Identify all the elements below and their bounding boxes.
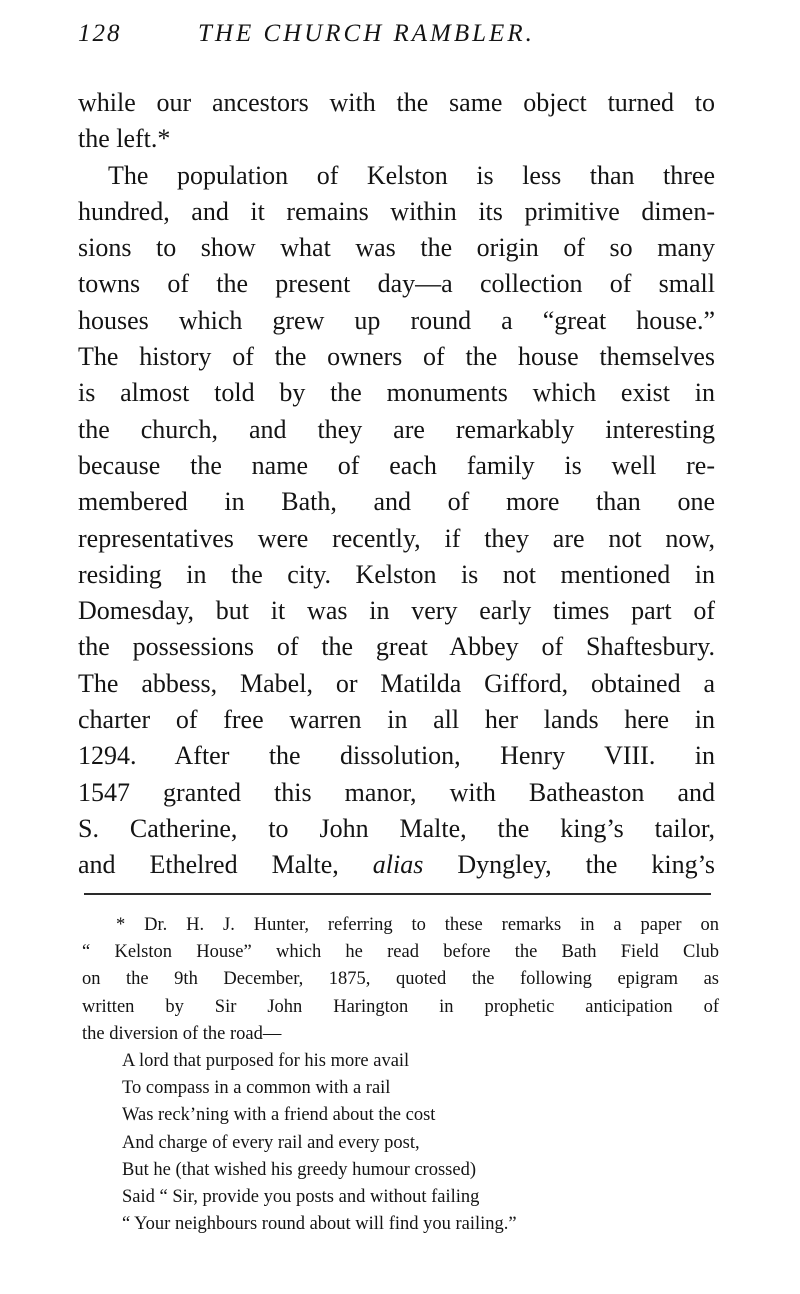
body-line: while our ancestors with the same object turned to: [78, 88, 715, 117]
verse-line: A lord that purposed for his more avail: [122, 1051, 410, 1072]
body-line: is almost told by the monuments which exist in: [78, 378, 715, 408]
body-line: The history of the owners of the house themselves: [78, 342, 715, 372]
body-line-last-start: and Ethelred Malte,: [78, 850, 373, 880]
italic-word: alias: [372, 850, 424, 880]
body-line-last-end: Dyngley, the king’s: [423, 850, 715, 880]
footnote-line: the diversion of the road—: [82, 1023, 282, 1044]
body-line: the church, and they are remarkably interesting: [78, 414, 715, 444]
footnote: [82, 912, 719, 1238]
verse-line: But he (that wished his greedy humour crossed): [122, 1159, 476, 1180]
body-line: representatives were recently, if they are not now,: [78, 523, 715, 553]
footnote-line: “ Kelston House” which he read before the Bath Field Club: [82, 942, 719, 963]
body-line: The abbess, Mabel, or Matilda Gifford, obtained a: [78, 668, 715, 698]
footnote-line: written by Sir John Harington in prophetic anticipation of: [82, 996, 719, 1017]
verse-line: To compass in a common with a rail: [122, 1078, 391, 1099]
body-line: because the name of each family is well re-: [78, 450, 715, 480]
body-line: 1547 granted this manor, with Batheaston and: [78, 777, 715, 807]
body-line: towns of the present day—a collection of small: [78, 269, 715, 299]
body-line: S. Catherine, to John Malte, the king’s tailor,: [78, 813, 715, 843]
running-title: THE CHURCH RAMBLER.: [198, 20, 535, 47]
body-text: [78, 85, 715, 884]
body-line: the possessions of the great Abbey of Shaftesbury.: [78, 632, 715, 662]
body-line: 1294. After the dissolution, Henry VIII. in: [78, 741, 715, 771]
body-line: The population of Kelston is less than three: [108, 160, 715, 190]
footnote-divider: [84, 893, 711, 895]
body-line-last: [78, 847, 715, 883]
verse-line: And charge of every rail and every post,: [122, 1132, 420, 1153]
verse-line: Was reck’ning with a friend about the cost: [122, 1105, 436, 1126]
verse-line: “ Your neighbours round about will find you railing.”: [122, 1214, 517, 1235]
footnote-line: * Dr. H. J. Hunter, referring to these remarks in a paper on: [116, 915, 719, 935]
body-line: membered in Bath, and of more than one: [78, 487, 715, 517]
body-line: charter of free warren in all her lands here in: [78, 705, 715, 735]
body-line: the left.*: [78, 124, 171, 154]
verse-line: Said “ Sir, provide you posts and without failing: [122, 1187, 480, 1208]
footnote-line: on the 9th December, 1875, quoted the following epigram as: [82, 969, 719, 990]
body-line: sions to show what was the origin of so many: [78, 233, 715, 263]
body-line: houses which grew up round a “great house.”: [78, 305, 715, 335]
body-line: Domesday, but it was in very early times part of: [78, 596, 715, 626]
body-line: residing in the city. Kelston is not mentioned in: [78, 559, 715, 589]
page-number: 128: [78, 20, 122, 47]
epigram-verse: [82, 1048, 719, 1238]
page-header: [78, 14, 718, 54]
body-line: hundred, and it remains within its primitive dimen-: [78, 196, 715, 226]
